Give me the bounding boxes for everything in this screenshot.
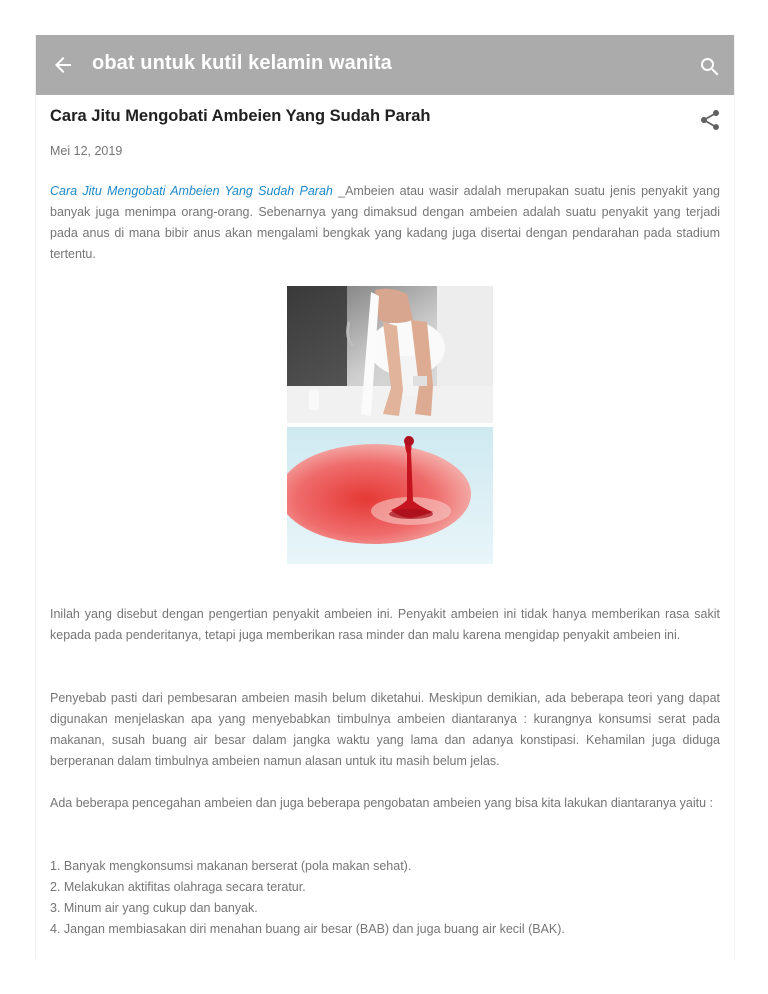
paragraph-2: Inilah yang disebut dengan pengertian penyakit ambeien ini. Penyakit ambeien ini tidak hanya memberikan rasa sakit kepada pada penderitanya, tetapi juga memberikan rasa minder dan malu karena mengidap penyakit ambeien ini. <box>50 607 720 642</box>
post-date: Mei 12, 2019 <box>50 144 123 158</box>
list-item: 1. Banyak mengkonsumsi makanan berserat (pola makan sehat). <box>50 859 412 873</box>
list-item: 2. Melakukan aktifitas olahraga secara teratur. <box>50 880 306 894</box>
intro-text: _Ambeien atau wasir adalah merupakan suatu jenis penyakit yang banyak juga menimpa orang-orang. Sebenarnya yang dimaksud dengan ambeien adalah suatu penyakit yang terjadi pada anus di mana bibir anus akan mengalami bengkak yang kadang juga disertai dengan pendarahan pada stadium tertentu. <box>50 184 720 261</box>
intro-paragraph <box>50 181 720 265</box>
paragraph-4: Ada beberapa pencegahan ambeien dan juga beberapa pengobatan ambeien yang bisa kita lakukan diantaranya yaitu : <box>50 796 714 810</box>
prevention-list <box>50 856 720 940</box>
blog-title[interactable]: obat untuk kutil kelamin wanita <box>92 52 392 74</box>
paragraph-3: Penyebab pasti dari pembesaran ambeien masih belum diketahui. Meskipun demikian, ada beberapa teori yang dapat digunakan menjelaskan apa yang menyebabkan timbulnya ambeien diantaranya : kurangnya konsumsi serat pada makanan, susah buang air besar dalam jangka waktu yang lama dan adanya konstipasi. Kehamilan juga diduga berperanan dalam timbulnya ambeien namun alasan untuk itu masih belum jelas. <box>50 691 720 768</box>
post-image[interactable] <box>287 286 493 564</box>
post-title[interactable]: Cara Jitu Mengobati Ambeien Yang Sudah Parah <box>50 107 431 125</box>
arrow-back-icon[interactable] <box>51 53 75 77</box>
intro-link[interactable]: Cara Jitu Mengobati Ambeien Yang Sudah Parah <box>50 184 333 198</box>
article-page <box>35 35 735 959</box>
list-item: 3. Minum air yang cukup dan banyak. <box>50 901 258 915</box>
share-icon[interactable] <box>698 108 722 132</box>
app-bar <box>36 35 734 95</box>
list-item: 4. Jangan membiasakan diri menahan buang air besar (BAB) dan juga buang air kecil (BAK). <box>50 922 565 936</box>
search-icon[interactable] <box>698 55 722 79</box>
